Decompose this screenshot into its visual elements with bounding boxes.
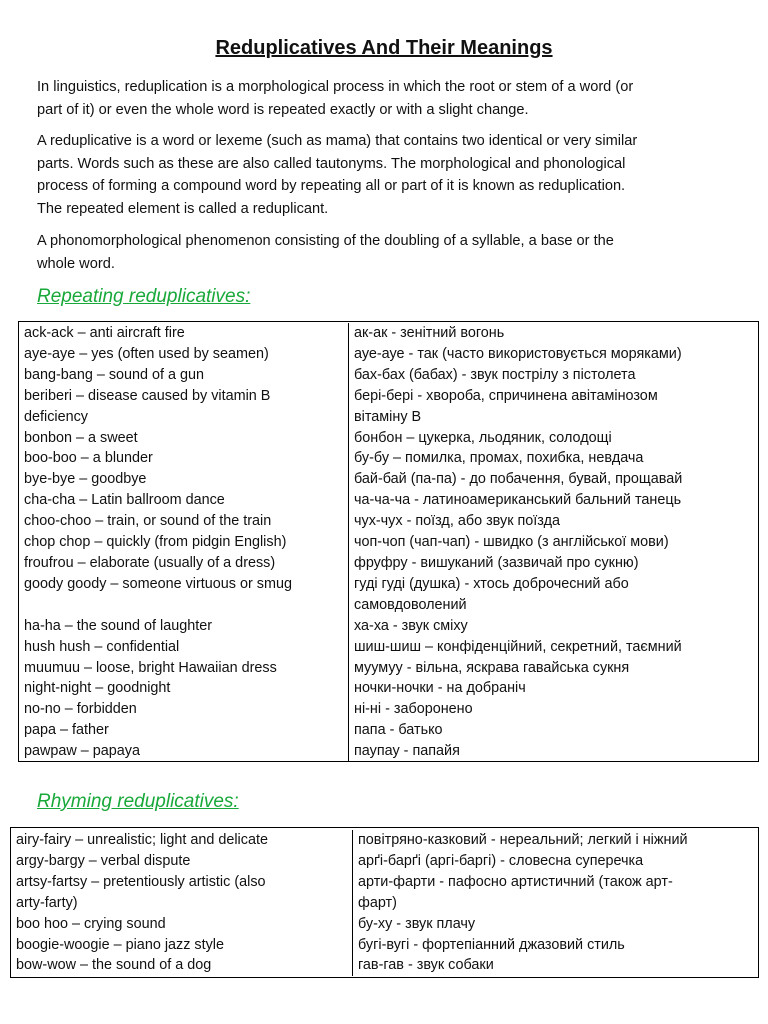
table-row xyxy=(19,407,758,428)
ukrainian-translation: ак-ак - зенітний вогонь xyxy=(354,325,505,341)
ukrainian-translation: ауе-ауе - так (часто використовується моряками) xyxy=(354,345,682,362)
english-term: goody goody – someone virtuous or smug xyxy=(19,574,349,595)
ukrainian-translation: паупау - папайя xyxy=(354,743,460,760)
table-row xyxy=(19,344,758,365)
ukrainian-translation: бері-бері - хвороба, спричинена авітамінозом xyxy=(354,387,658,404)
ukrainian-translation: арґі-барґі (аргі-баргі) - словесна суперечка xyxy=(358,852,644,869)
table-row xyxy=(19,678,758,699)
ukrainian-translation: бах-бах (бабах) - звук пострілу з пістолета xyxy=(354,366,636,383)
ukrainian-translation: ха-ха - звук сміху xyxy=(354,617,468,634)
table-row xyxy=(19,323,758,344)
paragraph-line: A phonomorphological phenomenon consisting of the doubling of a syllable, a base or the xyxy=(37,233,614,249)
table-row xyxy=(19,532,758,553)
ukrainian-translation: гуді гуді (душка) - хтось доброчесний або xyxy=(354,575,629,592)
ukrainian-translation: ча-ча-ча - латиноамериканський бальний танець xyxy=(354,492,682,509)
english-term: choo-choo – train, or sound of the train xyxy=(19,511,349,532)
english-term: boogie-woogie – piano jazz style xyxy=(11,935,353,956)
ukrainian-translation: ні-ні - заборонено xyxy=(354,701,473,718)
table-row xyxy=(11,935,758,956)
table-row xyxy=(11,851,758,872)
ukrainian-translation: шиш-шиш – конфіденційний, секретний, таємний xyxy=(354,638,682,655)
paragraph-line: A reduplicative is a word or lexeme (such as mama) that contains two identical or very similar xyxy=(37,133,638,149)
ukrainian-translation: гав-гав - звук собаки xyxy=(358,957,494,974)
table-row xyxy=(19,469,758,490)
table-row xyxy=(19,658,758,679)
english-term: night-night – goodnight xyxy=(19,678,349,699)
table-row xyxy=(19,741,758,762)
english-term: froufrou – elaborate (usually of a dress) xyxy=(19,553,349,574)
table-row xyxy=(11,830,758,851)
english-term: ha-ha – the sound of laughter xyxy=(19,616,349,637)
table-row xyxy=(19,553,758,574)
english-term: boo-boo – a blunder xyxy=(19,448,349,469)
english-term: boo hoo – crying sound xyxy=(11,914,353,935)
table-row xyxy=(11,872,758,893)
english-term: airy-fairy – unrealistic; light and delicate xyxy=(11,830,353,851)
ukrainian-translation: фруфру - вишуканий (зазвичай про сукню) xyxy=(354,554,639,571)
paragraph-line: part of it) or even the whole word is repeated exactly or with a slight change. xyxy=(37,101,529,118)
english-term: muumuu – loose, bright Hawaiian dress xyxy=(19,658,349,679)
paragraph-line: process of forming a compound word by repeating all or part of it is known as reduplication. xyxy=(37,178,626,195)
table-row xyxy=(19,595,758,616)
table-row xyxy=(11,955,758,976)
ukrainian-translation: бугі-вугі - фортепіанний джазовий стиль xyxy=(358,936,625,953)
table-row xyxy=(19,720,758,741)
ukrainian-translation: самовдоволений xyxy=(354,596,467,613)
english-term: aye-aye – yes (often used by seamen) xyxy=(19,344,349,365)
paragraph-line: The repeated element is called a reduplicant. xyxy=(37,200,329,217)
ukrainian-translation: муумуу - вільна, яскрава гавайська сукня xyxy=(354,659,630,676)
ukrainian-translation: арти-фарти - пафосно артистичний (також арт- xyxy=(358,873,673,890)
intro-paragraph-3 xyxy=(37,230,737,275)
paragraph-line: parts. Words such as these are also called tautonyms. The morphological and phonological xyxy=(37,155,626,172)
section-heading-rhyming: Rhyming reduplicatives: xyxy=(37,791,239,812)
english-term: bow-wow – the sound of a dog xyxy=(11,955,353,976)
intro-paragraph-2 xyxy=(37,130,737,220)
english-term: arty-farty) xyxy=(11,893,353,914)
table-row xyxy=(19,448,758,469)
paragraph-line: In linguistics, reduplication is a morphological process in which the root or stem of a word (or xyxy=(37,79,634,95)
english-term: cha-cha – Latin ballroom dance xyxy=(19,490,349,511)
english-term: bye-bye – goodbye xyxy=(19,469,349,490)
section-heading-repeating: Repeating reduplicatives: xyxy=(37,286,251,307)
ukrainian-translation: фарт) xyxy=(358,894,397,911)
ukrainian-translation: чух-чух - поїзд, або звук поїзда xyxy=(354,513,560,530)
ukrainian-translation: чоп-чоп (чап-чап) - швидко (з англійської мови) xyxy=(354,534,669,551)
table-row xyxy=(19,616,758,637)
table-row xyxy=(19,511,758,532)
english-term: argy-bargy – verbal dispute xyxy=(11,851,353,872)
table-row xyxy=(19,365,758,386)
rhyming-table xyxy=(11,830,758,976)
table-row xyxy=(19,699,758,720)
english-term: papa – father xyxy=(19,720,349,741)
page-title: Reduplicatives And Their Meanings xyxy=(215,37,553,59)
english-term: beriberi – disease caused by vitamin B xyxy=(19,386,349,407)
table-row xyxy=(19,490,758,511)
table-row xyxy=(11,893,758,914)
ukrainian-translation: бонбон – цукерка, льодяник, солодощі xyxy=(354,429,612,446)
ukrainian-translation: ночки-ночки - на добраніч xyxy=(354,680,526,697)
english-term: hush hush – confidential xyxy=(19,637,349,658)
english-term: ack-ack – anti aircraft fire xyxy=(19,323,349,344)
ukrainian-translation: вітаміну В xyxy=(354,408,422,425)
english-term: artsy-fartsy – pretentiously artistic (also xyxy=(11,872,353,893)
intro-paragraph-1 xyxy=(37,76,737,121)
english-term: chop chop – quickly (from pidgin English) xyxy=(19,532,349,553)
english-term: deficiency xyxy=(19,407,349,428)
table-row xyxy=(19,574,758,595)
ukrainian-translation: бу-ху - звук плачу xyxy=(358,915,476,932)
table-row xyxy=(19,428,758,449)
english-term xyxy=(19,595,349,616)
table-row xyxy=(19,386,758,407)
repeating-table xyxy=(19,323,758,762)
table-row xyxy=(19,637,758,658)
ukrainian-translation: бай-бай (па-па) - до побачення, бувай, прощавай xyxy=(354,471,683,488)
english-term: no-no – forbidden xyxy=(19,699,349,720)
english-term: bang-bang – sound of a gun xyxy=(19,365,349,386)
paragraph-line: whole word. xyxy=(37,255,115,272)
english-term: bonbon – a sweet xyxy=(19,428,349,449)
table-row xyxy=(11,914,758,935)
ukrainian-translation: бу-бу – помилка, промах, похибка, невдача xyxy=(354,450,644,467)
english-term: pawpaw – papaya xyxy=(19,741,349,762)
ukrainian-translation: повітряно-казковий - нереальний; легкий і ніжний xyxy=(358,832,688,848)
ukrainian-translation: папа - батько xyxy=(354,722,443,739)
